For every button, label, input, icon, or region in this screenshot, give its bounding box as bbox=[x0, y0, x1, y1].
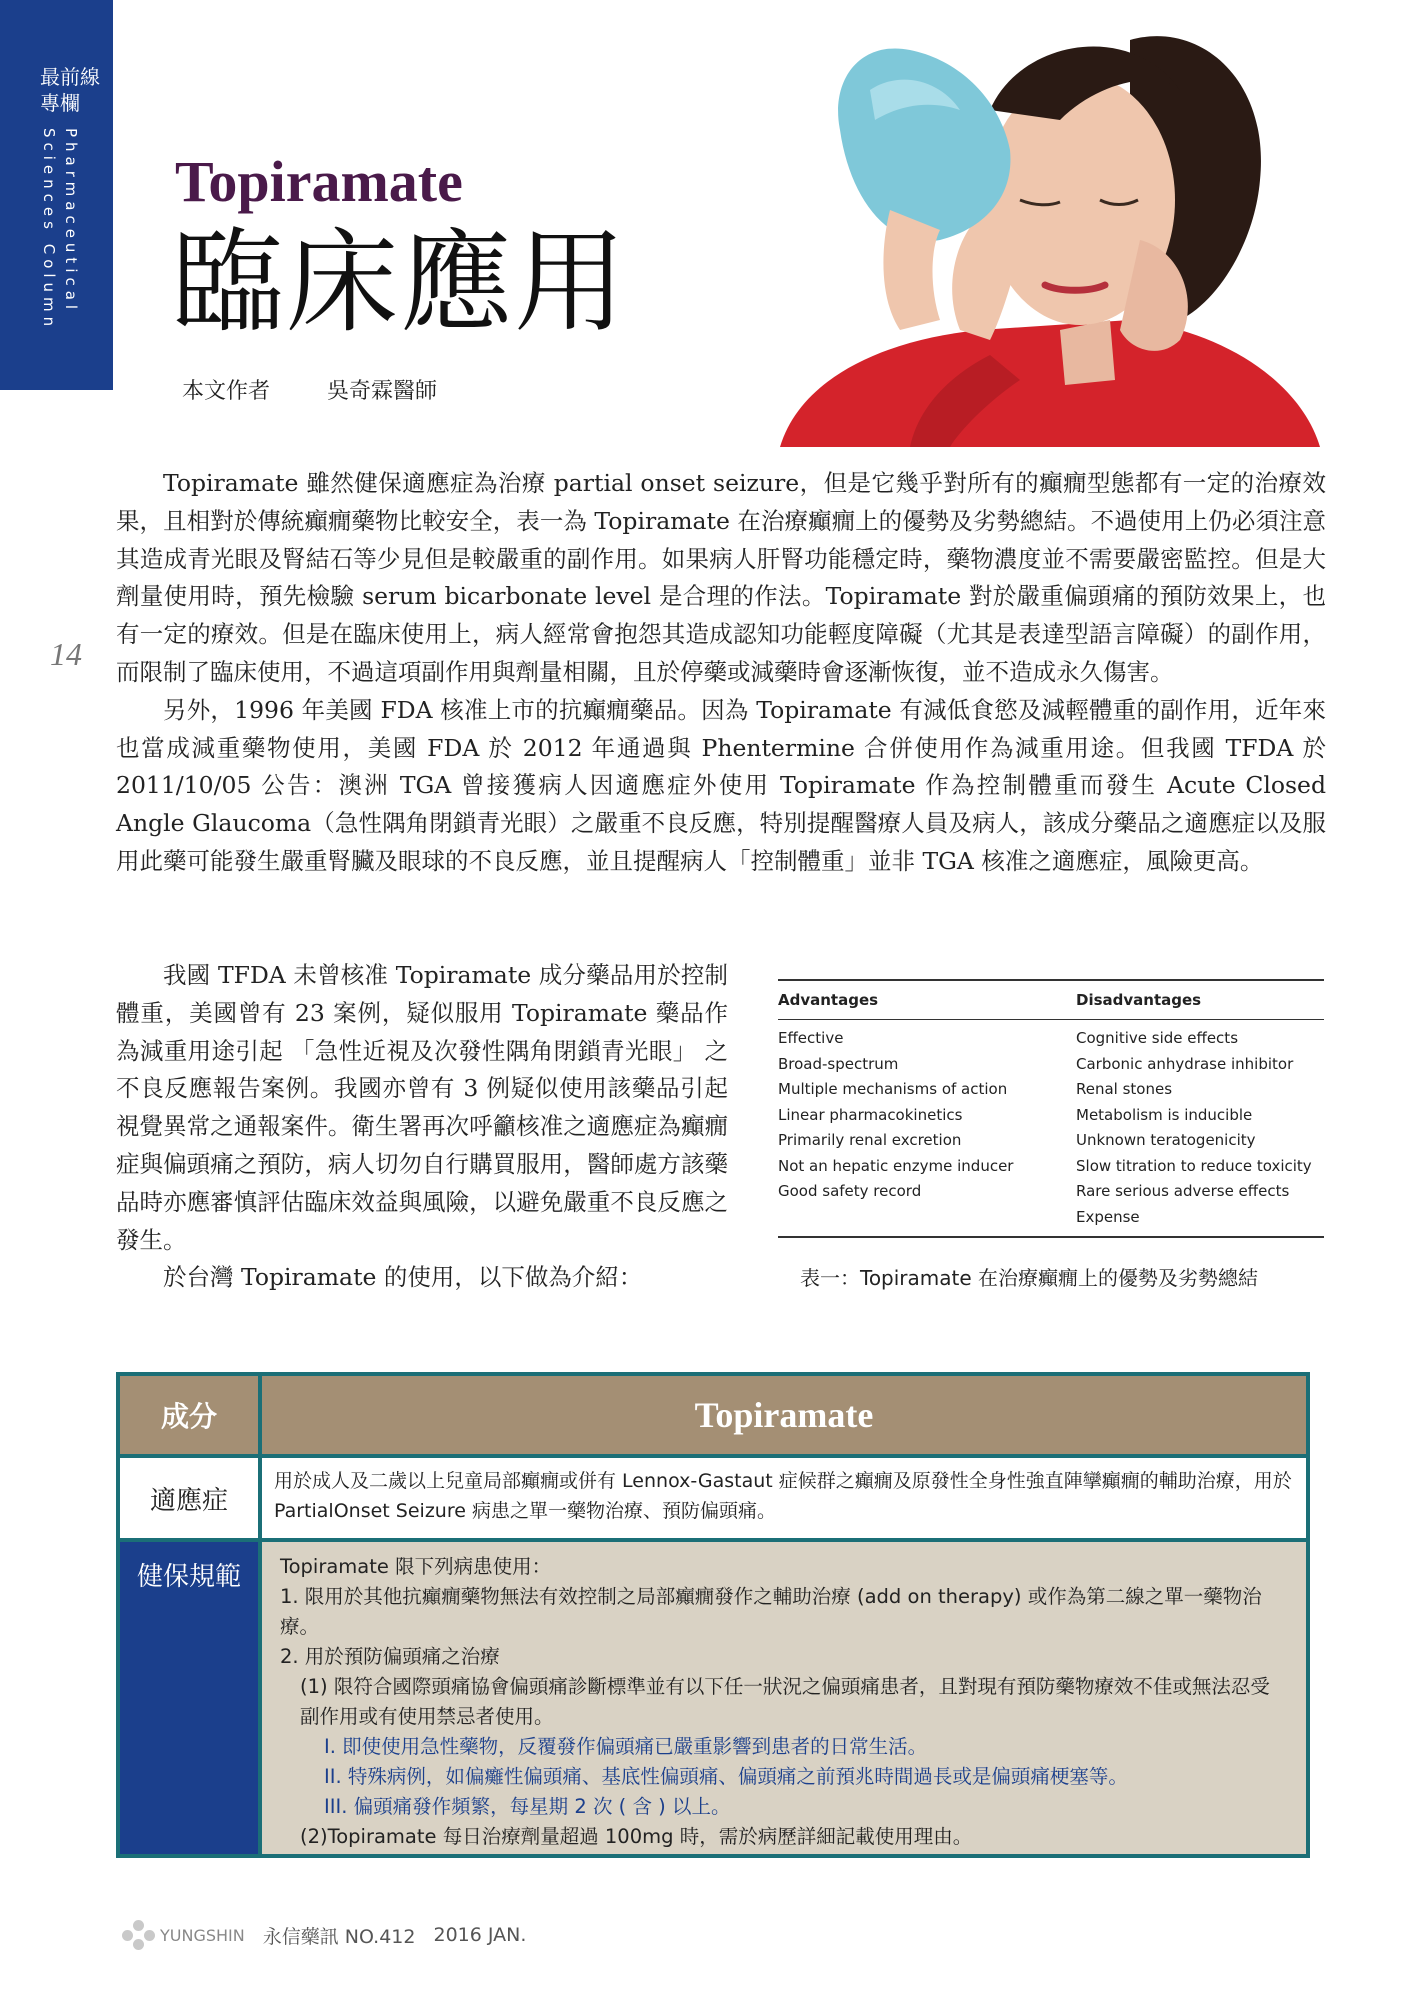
indication-row bbox=[120, 1458, 1306, 1542]
advantage-item: Primarily renal excretion bbox=[778, 1131, 962, 1149]
footer bbox=[122, 1920, 526, 1950]
coverage-sub-i: I. 即使使用急性藥物，反覆發作偏頭痛已嚴重影響到患者的日常生活。 bbox=[324, 1735, 928, 1758]
advantages-header: Advantages bbox=[778, 991, 879, 1009]
coverage-item-1: 1. 限用於其他抗癲癇藥物無法有效控制之局部癲癇發作之輔助治療 (add on therapy) 或作為第二線之單一藥物治療。 bbox=[280, 1585, 1262, 1638]
disadvantage-item: Carbonic anhydrase inhibitor bbox=[1076, 1054, 1294, 1073]
title-en: Topiramate bbox=[175, 149, 463, 214]
ingredient-row bbox=[120, 1376, 1306, 1458]
paragraph-4: 於台灣 Topiramate 的使用，以下做為介紹： bbox=[163, 1263, 643, 1292]
advantages-table bbox=[778, 979, 1324, 1238]
ingredient-value: Topiramate bbox=[694, 1395, 874, 1435]
coverage-sub-ii: II. 特殊病例，如偏癱性偏頭痛、基底性偏頭痛、偏頭痛之前預兆時間過長或是偏頭痛梗塞等。 bbox=[324, 1765, 1128, 1788]
disadvantage-item: Metabolism is inducible bbox=[1076, 1105, 1253, 1124]
advantage-item: Good safety record bbox=[778, 1182, 922, 1200]
coverage-row bbox=[120, 1542, 1306, 1854]
advantage-item: Broad-spectrum bbox=[778, 1054, 899, 1073]
article-body-narrow bbox=[116, 957, 728, 1297]
author-label: 本文作者 bbox=[182, 379, 271, 404]
publication-date: 2016 JAN. bbox=[433, 1924, 527, 1946]
yungshin-logo bbox=[122, 1920, 245, 1950]
disadvantage-item: Unknown teratogenicity bbox=[1076, 1131, 1256, 1149]
logo-dots-icon bbox=[122, 1920, 156, 1950]
indication-label: 適應症 bbox=[120, 1458, 262, 1538]
advantage-item: Multiple mechanisms of action bbox=[778, 1080, 1008, 1098]
indication-value: 用於成人及二歲以上兒童局部癲癇或併有 Lennox-Gastaut 症候群之癲癇及原發性全身性強直陣攣癲癇的輔助治療，用於 PartialOnset Seizure 病患之單一藥物治療、預防偏頭痛。 bbox=[274, 1470, 1292, 1522]
drug-info-table bbox=[116, 1372, 1310, 1858]
brand-name: YUNGSHIN bbox=[160, 1925, 245, 1945]
disadvantage-item: Renal stones bbox=[1076, 1080, 1173, 1098]
disadvantage-item: Cognitive side effects bbox=[1076, 1029, 1239, 1047]
author-name: 吳奇霖醫師 bbox=[327, 379, 438, 404]
article-body bbox=[116, 465, 1326, 881]
advantages-table-header bbox=[778, 981, 1324, 1020]
disadvantage-item: Slow titration to reduce toxicity bbox=[1076, 1156, 1312, 1175]
author-line bbox=[182, 374, 487, 405]
title-cn: 臨床應用 bbox=[172, 218, 628, 348]
column-tab bbox=[0, 0, 113, 390]
coverage-intro: Topiramate 限下列病患使用： bbox=[280, 1555, 552, 1578]
disadvantage-item: Expense bbox=[1076, 1207, 1140, 1226]
advantage-item: Not an hepatic enzyme inducer bbox=[778, 1156, 1014, 1175]
coverage-item-2: 2. 用於預防偏頭痛之治療 bbox=[280, 1645, 500, 1668]
disadvantages-header: Disadvantages bbox=[1076, 991, 1202, 1009]
advantages-list bbox=[778, 1026, 1076, 1230]
coverage-sub-iii: III. 偏頭痛發作頻繁，每星期 2 次 ( 含 ) 以上。 bbox=[324, 1795, 731, 1818]
advantage-item: Effective bbox=[778, 1029, 844, 1047]
paragraph-3: 我國 TFDA 未曾核准 Topiramate 成分藥品用於控制體重，美國曾有 23 案例，疑似服用 Topiramate 藥品作為減重用途引起 「急性近視及次發性隅角閉鎖青光眼」 之不良反應報告案例。我國亦曾有 3 例疑似使用該藥品引起視覺異常之通報案件。衛生署再次呼籲核准之適應症為癲癇症與偏頭痛之預防，病人切勿自行購買服用，醫師處方該藥品時亦應審慎評估臨床效益與風險，以避免嚴重不良反應之發生。 bbox=[116, 961, 728, 1254]
publication-name: 永信藥訊 NO.412 bbox=[262, 1925, 416, 1948]
coverage-item-2-2: (2)Topiramate 每日治療劑量超過 100mg 時，需於病歷詳細記載使用理由。 bbox=[300, 1825, 973, 1848]
disadvantages-list bbox=[1076, 1026, 1324, 1230]
coverage-label: 健保規範 bbox=[120, 1542, 262, 1854]
disadvantage-item: Rare serious adverse effects bbox=[1076, 1182, 1290, 1200]
paragraph-2: 另外，1996 年美國 FDA 核准上市的抗癲癇藥品。因為 Topiramate 有減低食慾及減輕體重的副作用，近年來也當成減重藥物使用，美國 FDA 於 2012 年通過與 Phentermine 合併使用作為減重用途。但我國 TFDA 於 2011/10/05 公告：澳洲 TGA 曾接獲病人因適應症外使用 Topiramate 作為控制體重而發生 Acute Closed Angle Glaucoma（急性隅角閉鎖青光眼）之嚴重不良反應，特別提醒醫療人員及病人，該成分藥品之適應症以及服用此藥可能發生嚴重腎臟及眼球的不良反應，並且提醒病人「控制體重」並非 TGA 核准之適應症，風險更高。 bbox=[116, 695, 1326, 875]
column-name-cn: 最前線專欄 bbox=[40, 65, 100, 115]
page-number: 14 bbox=[50, 636, 82, 672]
column-name-en: Pharmaceutical Sciences Column bbox=[40, 128, 80, 332]
advantage-item: Linear pharmacokinetics bbox=[778, 1105, 963, 1124]
ingredient-label: 成分 bbox=[120, 1376, 262, 1454]
coverage-value bbox=[262, 1542, 1306, 1854]
paragraph-1: Topiramate 雖然健保適應症為治療 partial onset seizure，但是它幾乎對所有的癲癇型態都有一定的治療效果，且相對於傳統癲癇藥物比較安全，表一為 Topiramate 在治療癲癇上的優勢及劣勢總結。不過使用上仍必須注意其造成青光眼及腎結石等少見但是較嚴重的副作用。如果病人肝腎功能穩定時，藥物濃度並不需要嚴密監控。但是大劑量使用時，預先檢驗 serum bicarbonate level 是合理的作法。Topiramate 對於嚴重偏頭痛的預防效果上，也有一定的療效。但是在臨床使用上，病人經常會抱怨其造成認知功能輕度障礙（尤其是表達型語言障礙）的副作用，而限制了臨床使用，不過這項副作用與劑量相關，且於停藥或減藥時會逐漸恢復，並不造成永久傷害。 bbox=[116, 469, 1326, 686]
woman-headache-photo bbox=[660, 0, 1320, 447]
coverage-item-2-1: (1) 限符合國際頭痛協會偏頭痛診斷標準並有以下任一狀況之偏頭痛患者，且對現有預防藥物療效不佳或無法忍受副作用或有使用禁忌者使用。 bbox=[300, 1675, 1270, 1728]
table-caption: 表一：Topiramate 在治療癲癇上的優勢及劣勢總結 bbox=[800, 1266, 1259, 1290]
